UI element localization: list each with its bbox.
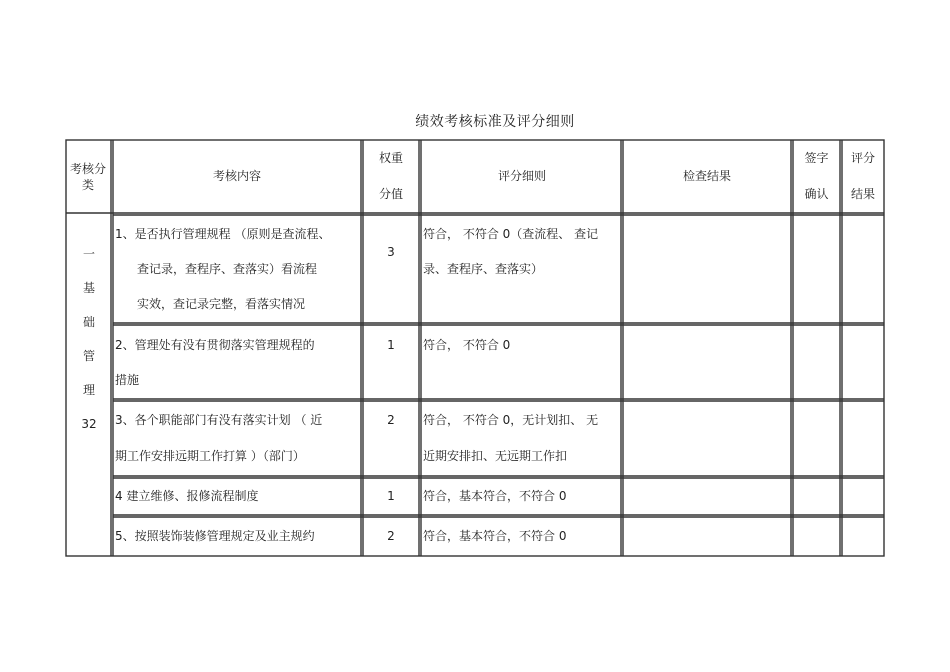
- row-weight: 2: [387, 529, 395, 543]
- category-char: 础: [82, 315, 95, 329]
- category-char: 管: [82, 349, 95, 363]
- header-score-line2: 结果: [850, 187, 875, 201]
- row-content: 3、各个职能部门有没有落实计划 （ 近: [115, 413, 323, 427]
- row-content: 5、按照装饰装修管理规定及业主规约: [115, 529, 315, 543]
- row-content: 措施: [115, 373, 140, 387]
- header-result: 检查结果: [682, 169, 731, 183]
- header-score-line1: 评分: [850, 151, 875, 165]
- row-scoring: 近期安排扣、无远期工作扣: [423, 449, 568, 463]
- category-char: 理: [82, 383, 95, 397]
- header-sign-line2: 确认: [804, 187, 829, 201]
- row-scoring: 符合， 不符合 0（查流程、 查记: [423, 227, 599, 241]
- header-weight-line1: 权重: [378, 151, 403, 165]
- header-category: 考核分类: [69, 162, 106, 192]
- row-content: 查记录，查程序、查落实）看流程: [137, 262, 318, 276]
- category-label: [65, 237, 113, 441]
- category-score: 32: [81, 417, 97, 431]
- category-char: 一: [82, 247, 95, 261]
- header-scoring: 评分细则: [497, 169, 546, 183]
- assessment-table: [65, 139, 885, 557]
- header-sign-line1: 签字: [804, 151, 829, 165]
- header-content: 考核内容: [212, 169, 261, 183]
- header-weight-line2: 分值: [378, 187, 403, 201]
- row-weight: 2: [387, 413, 395, 427]
- row-scoring: 符合， 不符合 0: [423, 338, 511, 352]
- row-content: 实效，查记录完整，看落实情况: [137, 297, 306, 311]
- row-content: 1、是否执行管理规程 （原则是查流程、: [115, 227, 331, 241]
- row-scoring: 符合， 不符合 0，无计划扣、 无: [423, 413, 599, 427]
- row-weight: 1: [387, 489, 395, 503]
- row-scoring: 录、查程序、查落实）: [423, 262, 544, 276]
- row-scoring: 符合，基本符合，不符合 0: [423, 489, 567, 503]
- row-weight: 1: [387, 338, 395, 352]
- category-char: 基: [82, 281, 95, 295]
- row-content: 2、管理处有没有贯彻落实管理规程的: [115, 338, 315, 352]
- document-title: 绩效考核标准及评分细则: [415, 114, 575, 130]
- row-weight: 3: [387, 245, 395, 259]
- row-scoring: 符合，基本符合，不符合 0: [423, 529, 567, 543]
- row-content: 期工作安排远期工作打算 ）（部门）: [115, 449, 305, 463]
- row-content: 4 建立维修、报修流程制度: [115, 489, 259, 503]
